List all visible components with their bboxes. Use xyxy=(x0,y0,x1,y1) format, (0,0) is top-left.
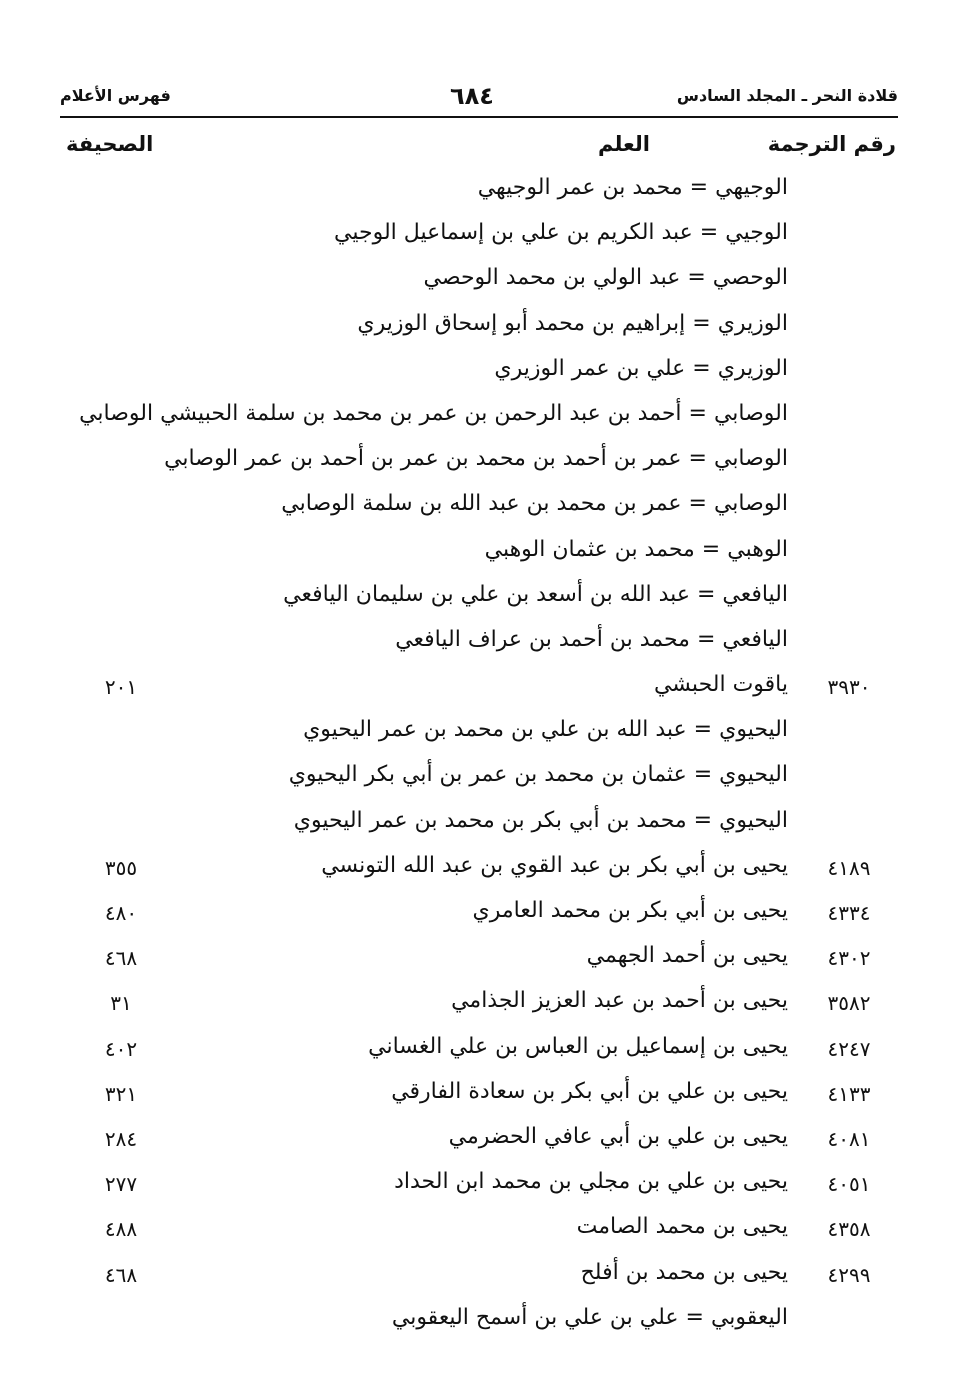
entry-page: ٣٥٥ xyxy=(104,855,138,880)
entry-page: ٤٨٠ xyxy=(104,901,138,925)
entry-name: الوزيري = إبراهيم بن محمد أبو إسحاق الوزيري xyxy=(357,310,788,336)
entry-page: ٢٧٧ xyxy=(104,1172,138,1197)
entry-page: ٢٨٤ xyxy=(104,1126,138,1151)
entry-name: الوجيي = عبد الكريم بن علي بن إسماعيل الوجيي xyxy=(334,220,788,246)
entry-name: يحيى بن أبي بكر بن عبد القوي بن عبد الله التونسي xyxy=(321,852,788,878)
entry-name: الوجيهي = محمد بن عمر الوجيهي xyxy=(477,175,788,200)
section-title: فهرس الأعلام xyxy=(60,86,171,105)
entry-name: الوصابي = أحمد بن عبد الرحمن بن عمر بن محمد بن سلمة الحبيشي الوصابي xyxy=(79,400,788,426)
index-entry xyxy=(60,396,898,441)
entry-name: يحيى بن محمد الصامت xyxy=(576,1214,788,1240)
entry-name: الوحصي = عبد الولي بن محمد الوحصي xyxy=(423,265,788,291)
column-heading-page: الصحيفة xyxy=(66,132,154,156)
index-entry xyxy=(60,1300,898,1345)
index-entries xyxy=(60,170,898,1345)
column-heading-name: العلم xyxy=(598,132,650,156)
book-title: قلادة النحر ـ المجلد السادس xyxy=(676,86,898,105)
index-entry xyxy=(60,486,898,531)
index-entry xyxy=(60,712,898,757)
entry-page: ٣٢١ xyxy=(104,1081,138,1106)
index-entry xyxy=(60,1119,898,1164)
page-header xyxy=(60,82,898,116)
entry-page: ٤٦٨ xyxy=(104,1262,138,1287)
entry-name: اليافعي = محمد بن أحمد بن عراف اليافعي xyxy=(395,626,788,652)
page-number: ٦٨٤ xyxy=(450,82,494,110)
entry-page: ٤٦٨ xyxy=(104,946,138,971)
entry-name: يحيى بن علي بن أبي بكر بن سعادة الفارقي xyxy=(391,1078,788,1104)
index-entry xyxy=(60,260,898,305)
entry-name: اليحيوي = عثمان بن محمد بن عمر بن أبي بكر اليحيوي xyxy=(288,762,788,788)
entry-name: يحيى بن محمد بن أفلح xyxy=(580,1259,788,1285)
index-entry xyxy=(60,351,898,396)
entry-number: ٤٣٣٤ xyxy=(827,901,871,925)
index-entry xyxy=(60,893,898,938)
index-entry xyxy=(60,1255,898,1300)
entry-number: ٤١٣٣ xyxy=(827,1081,871,1106)
index-entry xyxy=(60,532,898,577)
index-entry xyxy=(60,1029,898,1074)
entry-name: الوهبي = محمد بن عثمان الوهبي xyxy=(484,536,788,562)
entry-number: ٤١٨٩ xyxy=(827,855,871,880)
index-entry xyxy=(60,215,898,260)
entry-page: ٣١ xyxy=(110,991,132,1016)
entry-name: يحيى بن أبي بكر بن محمد العامري xyxy=(472,898,788,923)
entry-name: ياقوت الحبشي xyxy=(653,672,788,698)
index-entry xyxy=(60,1209,898,1254)
index-entry xyxy=(60,848,898,893)
entry-number: ٣٥٨٢ xyxy=(827,991,871,1016)
index-entry xyxy=(60,667,898,712)
entry-name: اليعقوبي = علي بن علي بن أسمح اليعقوبي xyxy=(391,1304,788,1330)
entry-name: اليحيوي = محمد بن أبي بكر بن محمد بن عمر اليحيوي xyxy=(293,807,788,833)
entry-name: يحيى بن علي بن أبي عافي الحضرمي xyxy=(448,1123,788,1149)
column-headings xyxy=(60,132,898,168)
index-entry xyxy=(60,577,898,622)
entry-number: ٤٠٥١ xyxy=(827,1172,871,1197)
index-entry xyxy=(60,1164,898,1209)
entry-name: الوصابي = عمر بن محمد بن عبد الله بن سلمة الوصابي xyxy=(281,491,788,517)
entry-name: اليافعي = عبد الله بن أسعد بن علي بن سليمان اليافعي xyxy=(283,581,788,607)
entry-number: ٤٣٠٢ xyxy=(827,946,871,971)
index-entry xyxy=(60,1074,898,1119)
index-entry xyxy=(60,803,898,848)
entry-number: ٣٩٣٠ xyxy=(827,675,871,700)
entry-name: يحيى بن إسماعيل بن العباس بن علي الغساني xyxy=(368,1033,788,1059)
entry-page: ٤٠٢ xyxy=(104,1036,138,1061)
entry-name: يحيى بن علي بن مجلي بن محمد ابن الحداد xyxy=(394,1169,788,1195)
entry-number: ٤٣٥٨ xyxy=(827,1217,871,1242)
entry-number: ٤٢٩٩ xyxy=(827,1262,871,1287)
index-entry xyxy=(60,170,898,215)
entry-name: يحيى بن أحمد الجهمي xyxy=(586,943,788,969)
entry-name: يحيى بن أحمد بن عبد العزيز الجذامي xyxy=(451,988,788,1014)
index-entry xyxy=(60,757,898,802)
header-rule xyxy=(60,116,898,118)
entry-number: ٤٢٤٧ xyxy=(827,1036,871,1061)
index-entry xyxy=(60,938,898,983)
entry-number: ٤٠٨١ xyxy=(827,1126,871,1151)
entry-page: ٢٠١ xyxy=(104,675,138,700)
entry-page: ٤٨٨ xyxy=(104,1217,138,1242)
index-entry xyxy=(60,622,898,667)
index-entry xyxy=(60,983,898,1028)
entry-name: الوزيري = علي بن عمر الوزيري xyxy=(494,355,788,381)
column-heading-number: رقم الترجمة xyxy=(767,132,896,156)
entry-name: الوصابي = عمر بن أحمد بن محمد بن عمر بن أحمد بن عمر الوصابي xyxy=(164,446,788,472)
index-entry xyxy=(60,306,898,351)
entry-name: اليحيوي = عبد الله بن علي بن محمد بن عمر اليحيوي xyxy=(303,717,788,743)
index-entry xyxy=(60,441,898,486)
